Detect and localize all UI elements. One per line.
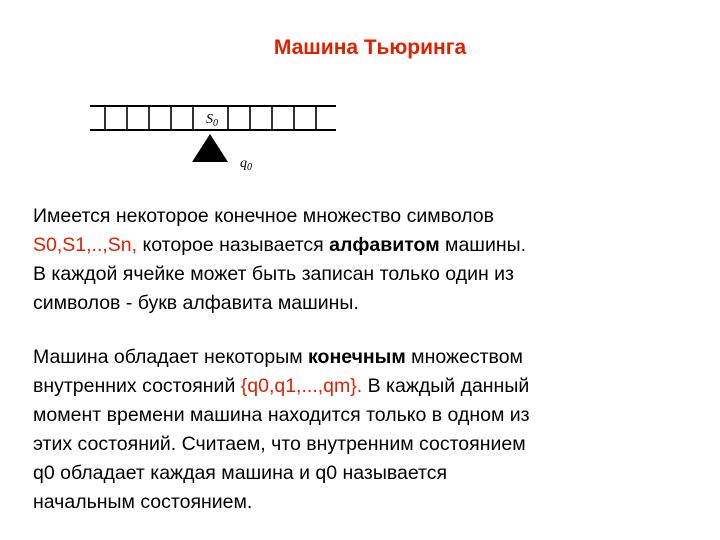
state-set: {q0,q1,...,qm}. <box>240 375 363 397</box>
p2-line2-end: В каждый данный <box>362 375 530 397</box>
p2-line3: момент времени машина находится только в одном из <box>33 404 530 426</box>
p2-line5: q0 обладает каждая машина и q0 называется <box>33 462 448 484</box>
p2-line2-start: внутренних состояний <box>33 375 241 397</box>
p1-line2-mid: которое называется <box>137 234 330 256</box>
states-paragraph <box>33 343 693 517</box>
alphabet-paragraph <box>33 202 693 318</box>
p2-line4: этих состояний. Считаем, что внутренним состоянием <box>33 433 526 455</box>
finite-term: конечным <box>308 346 406 368</box>
p2-line1-end: множеством <box>405 346 523 368</box>
slide-title: Машина Тьюринга <box>273 36 467 59</box>
p2-line6: начальным состоянием. <box>33 491 253 513</box>
symbol-set: S0,S1,..,Sn, <box>33 234 138 256</box>
head-state-label: $q_0$ <box>240 156 252 173</box>
p1-line4: символов - букв алфавита машины. <box>33 292 359 314</box>
p1-line2-end: машины. <box>439 234 527 256</box>
turing-tape-diagram <box>90 98 345 178</box>
current-cell-symbol: $S_0$ <box>206 112 218 129</box>
p2-line1-start: Машина обладает некоторым <box>33 346 309 368</box>
read-head-triangle <box>192 134 228 162</box>
p1-line1: Имеется некоторое конечное множество символов <box>33 205 494 227</box>
alphabet-term: алфавитом <box>329 234 440 256</box>
p1-line3: В каждой ячейке может быть записан только один из <box>33 263 514 285</box>
